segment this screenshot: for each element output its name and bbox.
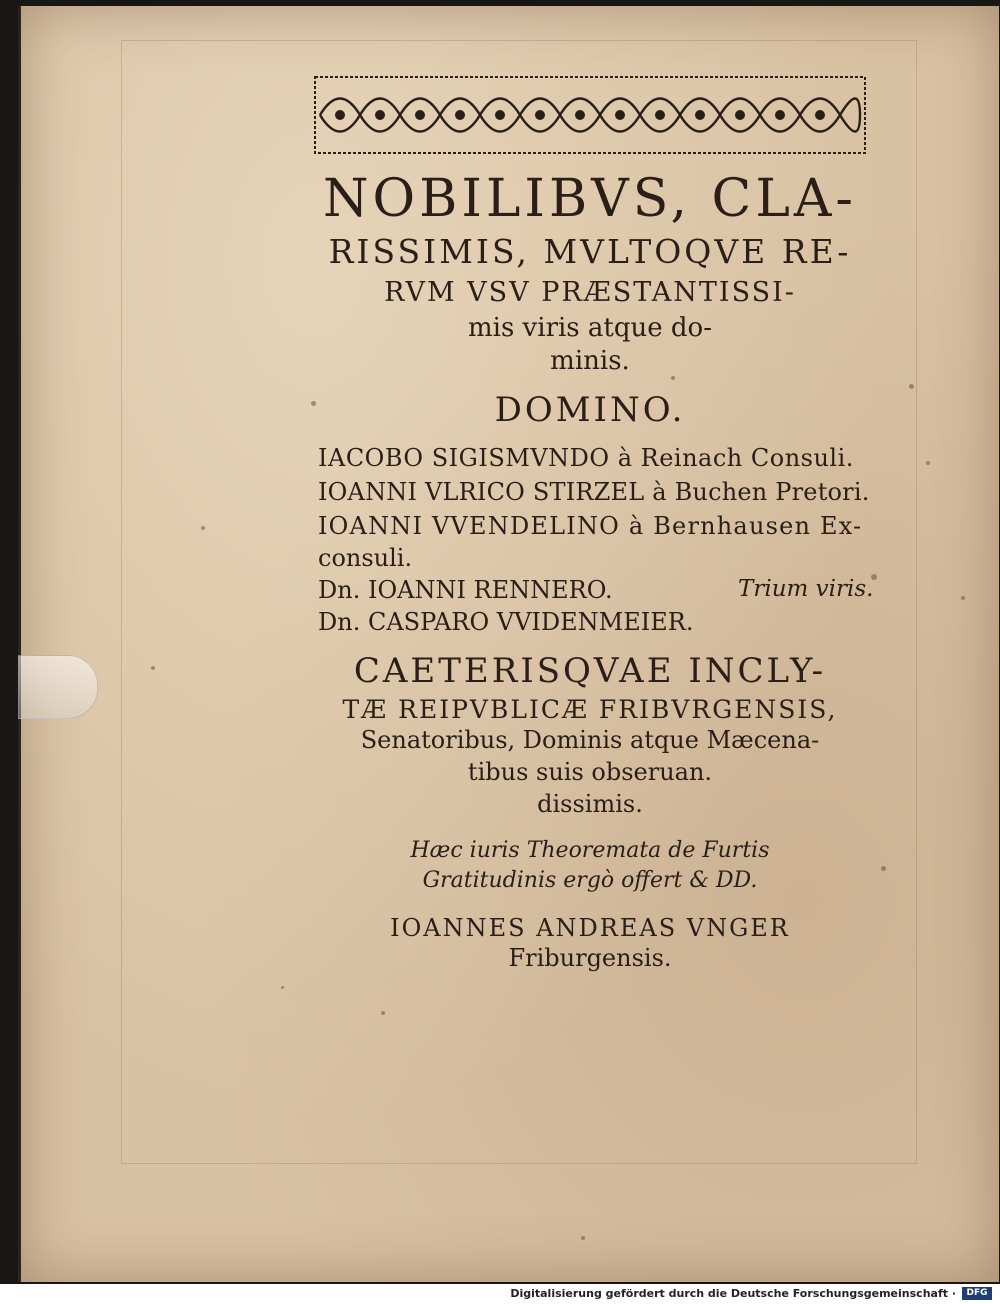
domino-heading: DOMINO.	[494, 390, 686, 430]
name-line-3: IOANNI VVENDELINO à Bernhausen Ex-	[318, 512, 863, 540]
title-line-2: RISSIMIS, MVLTOQVE RE-	[328, 232, 852, 271]
caeteris-line-4: tibus suis obseruan.	[467, 758, 713, 786]
footer-credit-text: Digitalisierung gefördert durch die Deutsche Forschungsgemeinschaft ·	[510, 1287, 956, 1300]
footer-bar	[0, 1284, 1000, 1304]
plastic-clip	[18, 655, 98, 719]
trium-viris-note: Trium viris.	[738, 576, 874, 602]
author-origin: Friburgensis.	[508, 944, 672, 972]
title-line-5: minis.	[550, 346, 630, 376]
name-line-6: Dn. CASPARO VVIDENMEIER.	[318, 608, 694, 636]
dedication-line-1: Hæc iuris Theoremata de Furtis	[410, 838, 770, 863]
caeteris-line-5: dissimis.	[537, 790, 643, 818]
title-line-3: RVM VSV PRÆSTANTISSI-	[384, 277, 796, 308]
name-line-5: Dn. IOANNI RENNERO.	[318, 576, 613, 604]
author-name: IOANNES ANDREAS VNGER	[390, 914, 790, 942]
dedication-line-2: Gratitudinis ergò offert & DD.	[422, 868, 758, 893]
name-line-2: IOANNI VLRICO STIRZEL à Buchen Pretori.	[318, 478, 870, 506]
title-line-4: mis viris atque do-	[467, 313, 712, 343]
caeteris-line-3: Senatoribus, Dominis atque Mæcena-	[360, 726, 820, 754]
title-line-1: NOBILIBVS, CLA-	[323, 169, 857, 229]
name-line-4: consuli.	[318, 544, 413, 572]
dfg-logo: DFG	[962, 1287, 992, 1300]
name-line-1: IACOBO SIGISMVNDO à Reinach Consuli.	[318, 444, 854, 472]
caeteris-line-1: CAETERISQVAE INCLY-	[353, 651, 827, 691]
caeteris-line-2: TÆ REIPVBLICÆ FRIBVRGENSIS,	[342, 695, 838, 724]
decorative-ornament-band	[314, 76, 866, 154]
